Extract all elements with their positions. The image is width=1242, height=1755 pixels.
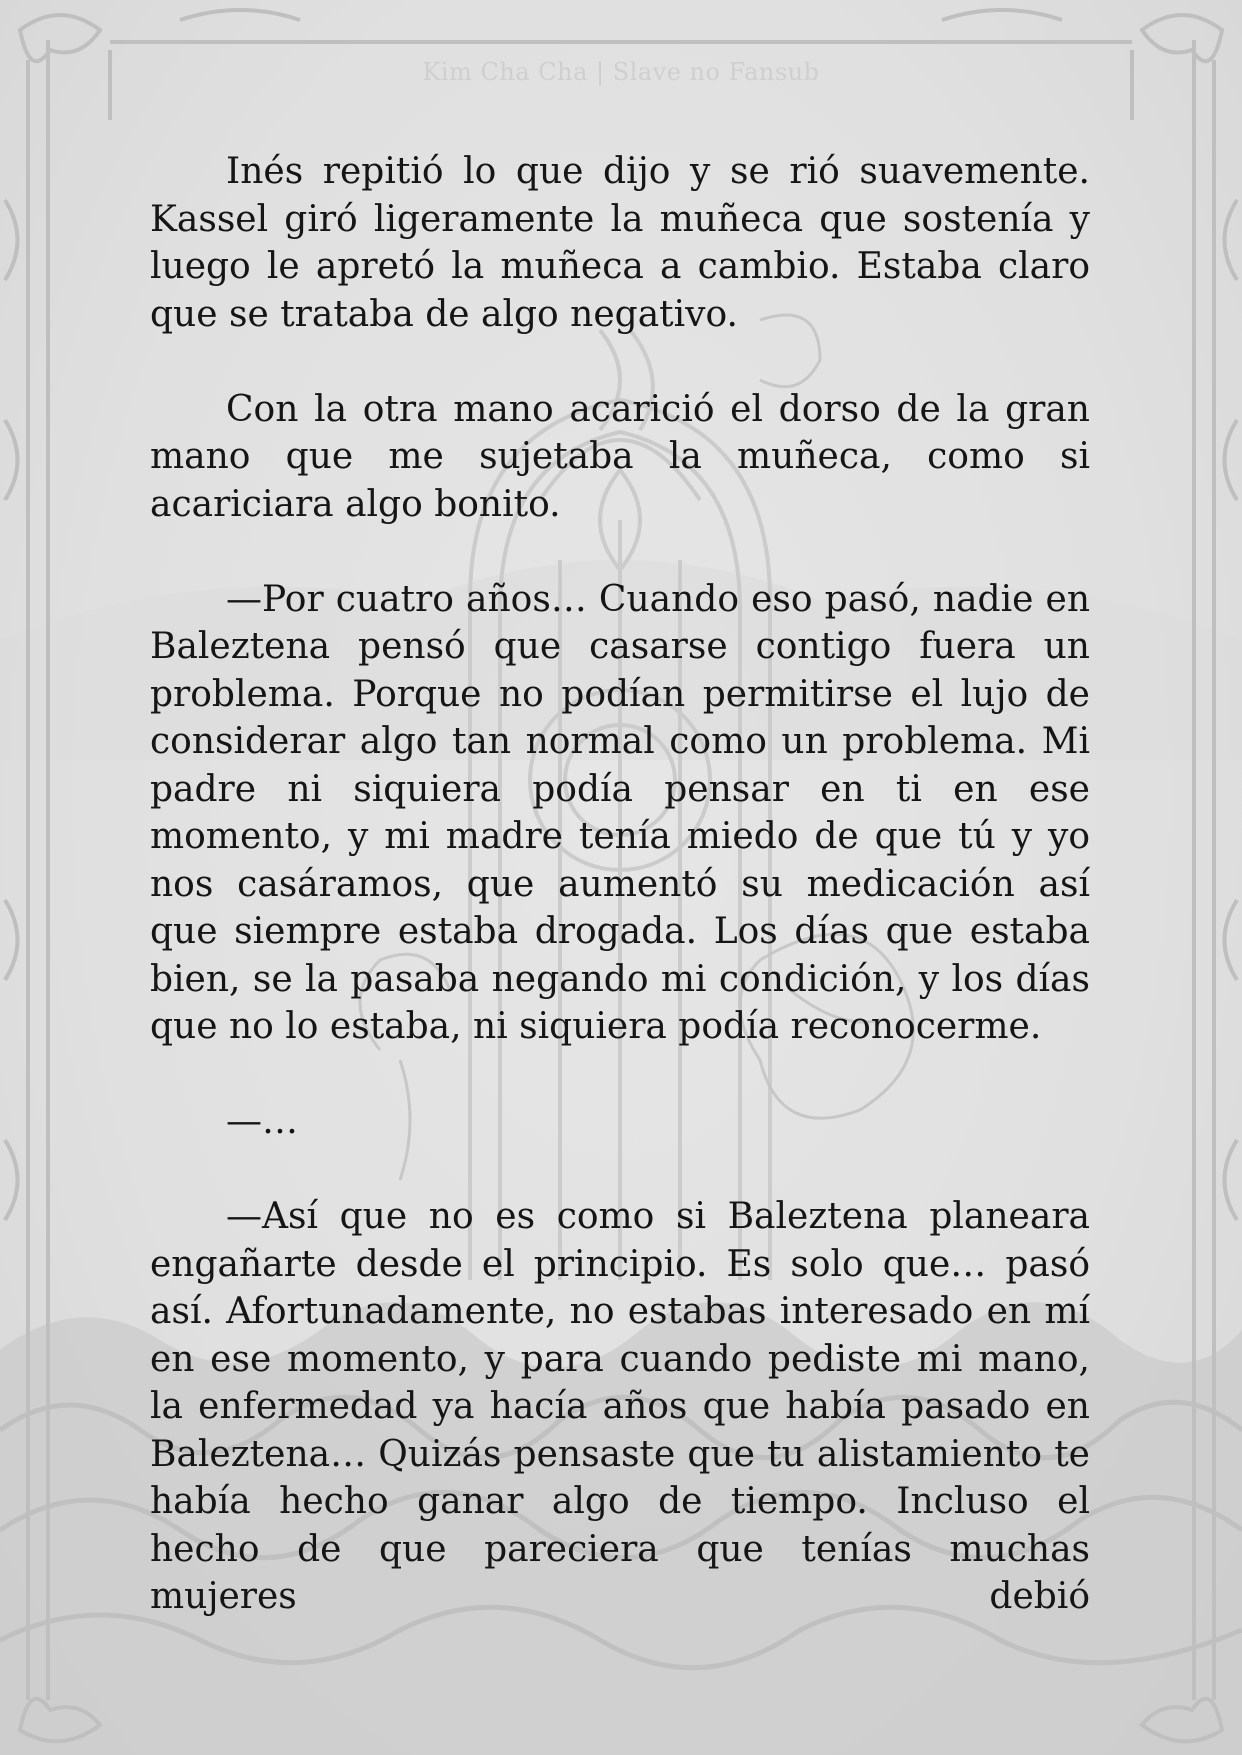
paragraph-3: —Por cuatro años… Cuando eso pasó, nadie en Baleztena pensó que casarse contigo fuera un problema. Porque no podían permitirse el lujo de considerar algo tan normal como un problema. Mi padre ni siquiera podía pensar en ti en ese momento, y mi madre tenía miedo de que tú y yo nos casáramos, que aumentó su medicación así que siempre estaba drogada. Los días que estaba bien, se la pasaba negando mi condición, y los días que no lo estaba, ni siquiera podía reconocerme.: [150, 578, 1090, 1047]
paragraph-5: —Así que no es como si Baleztena planeara engañarte desde el principio. Es solo que… pasó así. Afortunadamente, no estabas interesado en mí en ese momento, y para cuando pediste mi mano, la enfermedad ya hacía años que había pasado en Baleztena… Quizás pensaste que tu alistamiento te había hecho ganar algo de tiempo. Incluso el hecho de que pareciera que tenías muchas mujeres debió: [150, 1196, 1090, 1617]
paragraph-1: Inés repitió lo que dijo y se rió suavemente. Kassel giró ligeramente la muñeca que sostenía y luego le apretó la muñeca a cambio. Estaba claro que se trataba de algo negativo.: [150, 151, 1090, 335]
chapter-text: [150, 148, 1090, 1621]
fansub-credit-header: Kim Cha Cha | Slave no Fansub: [422, 58, 820, 86]
paragraph-4: —…: [226, 1101, 298, 1142]
paragraph-2: Con la otra mano acarició el dorso de la gran mano que me sujetaba la muñeca, como si acariciara algo bonito.: [150, 388, 1090, 525]
